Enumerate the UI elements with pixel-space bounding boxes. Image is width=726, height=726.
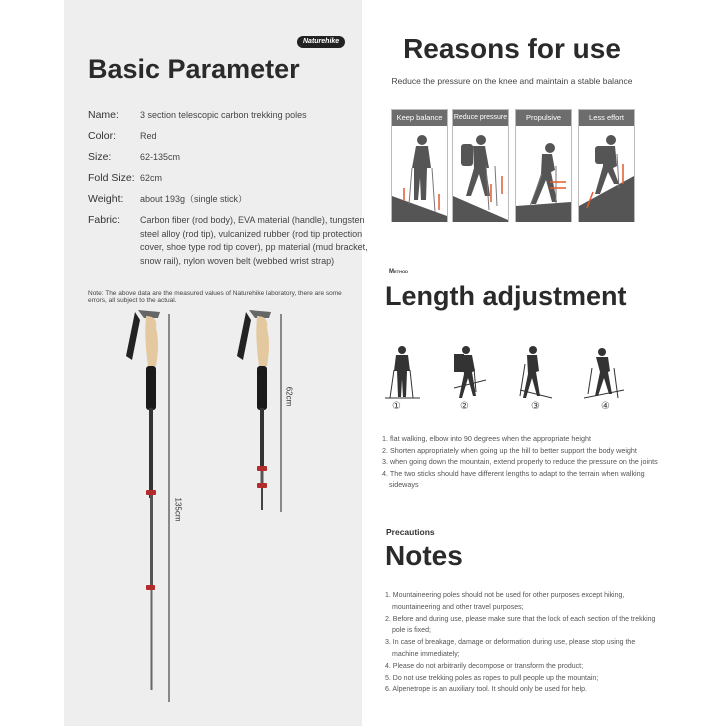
param-key: Size: (88, 151, 112, 163)
list-item: 1. Mountaineering poles should not be used for other purposes except hiking, mountaineering and other travel purposes; (385, 592, 625, 611)
reason-panel-propulsive (515, 109, 572, 222)
folded-length-label: 62cm (284, 386, 294, 407)
param-row-name (88, 108, 375, 124)
reason-panel-reduce-pressure (452, 109, 509, 222)
method-label: Method (389, 269, 408, 275)
param-value: 3 section telescopic carbon trekking poles (140, 110, 307, 120)
basic-parameter-title: Basic Parameter (88, 54, 300, 84)
list-item: 4. The two sticks should have different lengths to adapt to the terrain when walking sideways (382, 468, 645, 489)
measurement-note: Note: The above data are the measured values of Naturehike laboratory, there are some errors, all subject to the actual. (88, 290, 342, 304)
list-item: 3. In case of breakage, damage or deformation during use, please stop using the machine immediately; (385, 639, 636, 658)
param-key: Fold Size: (88, 172, 135, 184)
param-key: Color: (88, 130, 117, 142)
list-item: 6. Alpenetrope is an auxiliary tool. It should only be used for help. (385, 686, 587, 694)
param-value: Red (140, 131, 157, 141)
list-item: 4. Please do not arbitrarily decompose or transform the product; (385, 662, 584, 670)
list-item: 2. Shorten appropriately when going up the hill to better support the body weight (382, 445, 637, 455)
panel-label: Less effort (579, 110, 634, 126)
extended-length-label: 135cm (173, 497, 183, 522)
figure-flat-walking (385, 346, 420, 398)
param-row-fold-size (88, 171, 375, 187)
list-item: 1. flat walking, elbow into 90 degrees when the appropriate height (382, 434, 591, 443)
reason-panel-less-effort (578, 109, 635, 222)
panel-label: Keep balance (392, 110, 447, 126)
trekking-poles-illustration (110, 308, 310, 708)
list-item: 5. Do not use trekking poles as ropes to pull people up the mountain; (385, 674, 599, 682)
step-number: ① (392, 401, 401, 412)
figure-uphill (454, 346, 486, 398)
length-adjustment-figures (380, 340, 630, 400)
hiker-icon (392, 126, 447, 222)
panel-label: Reduce pressure (453, 110, 508, 126)
list-item: 2. Before and during use, please make sure that the lock of each section of the trekking pole is fixed; (385, 615, 656, 635)
list-item: 3. when going down the mountain, extend properly to reduce the pressure on the joints (382, 457, 658, 466)
notes-title: Notes (385, 540, 463, 571)
param-row-fabric (88, 214, 375, 268)
precautions-label: Precautions (386, 527, 435, 537)
step-number: ② (460, 401, 469, 412)
param-value: 62-135cm (140, 152, 181, 162)
figure-sideways (584, 348, 624, 398)
param-key: Name: (88, 109, 119, 121)
length-adjustment-list (382, 433, 667, 491)
hiker-climbing-icon (579, 126, 634, 222)
notes-list (385, 590, 660, 696)
step-number: ③ (531, 401, 540, 412)
hiker-propulsive-icon (516, 126, 571, 222)
pole-folded (237, 310, 271, 510)
param-row-size (88, 150, 375, 166)
reasons-subtitle: Reduce the pressure on the knee and maintain a stable balance (391, 76, 633, 86)
step-number: ④ (601, 401, 610, 412)
param-row-color (88, 129, 375, 145)
figure-downhill (520, 346, 552, 398)
param-value: 62cm (140, 173, 163, 183)
pole-extended (126, 310, 160, 690)
length-adjustment-title: Length adjustment (385, 281, 627, 311)
param-row-weight (88, 192, 375, 208)
reason-panel-keep-balance (391, 109, 448, 222)
reasons-title: Reasons for use (403, 33, 621, 64)
param-value: Carbon fiber (rod body), EVA material (handle), tungsten steel alloy (rod tip), vulcanized rubber (rod tip protection cover, shoe type rod tip cover), pp material (mud bracket, snow rail), nylon woven belt (webbed wrist strap) (140, 215, 368, 266)
brand-logo: Naturehike (297, 36, 345, 48)
panel-label: Propulsive (516, 110, 571, 126)
param-key: Fabric: (88, 214, 121, 226)
param-key: Weight: (88, 193, 124, 205)
param-value: about 193g（single stick） (140, 194, 248, 204)
hiker-backpack-icon (453, 126, 508, 222)
